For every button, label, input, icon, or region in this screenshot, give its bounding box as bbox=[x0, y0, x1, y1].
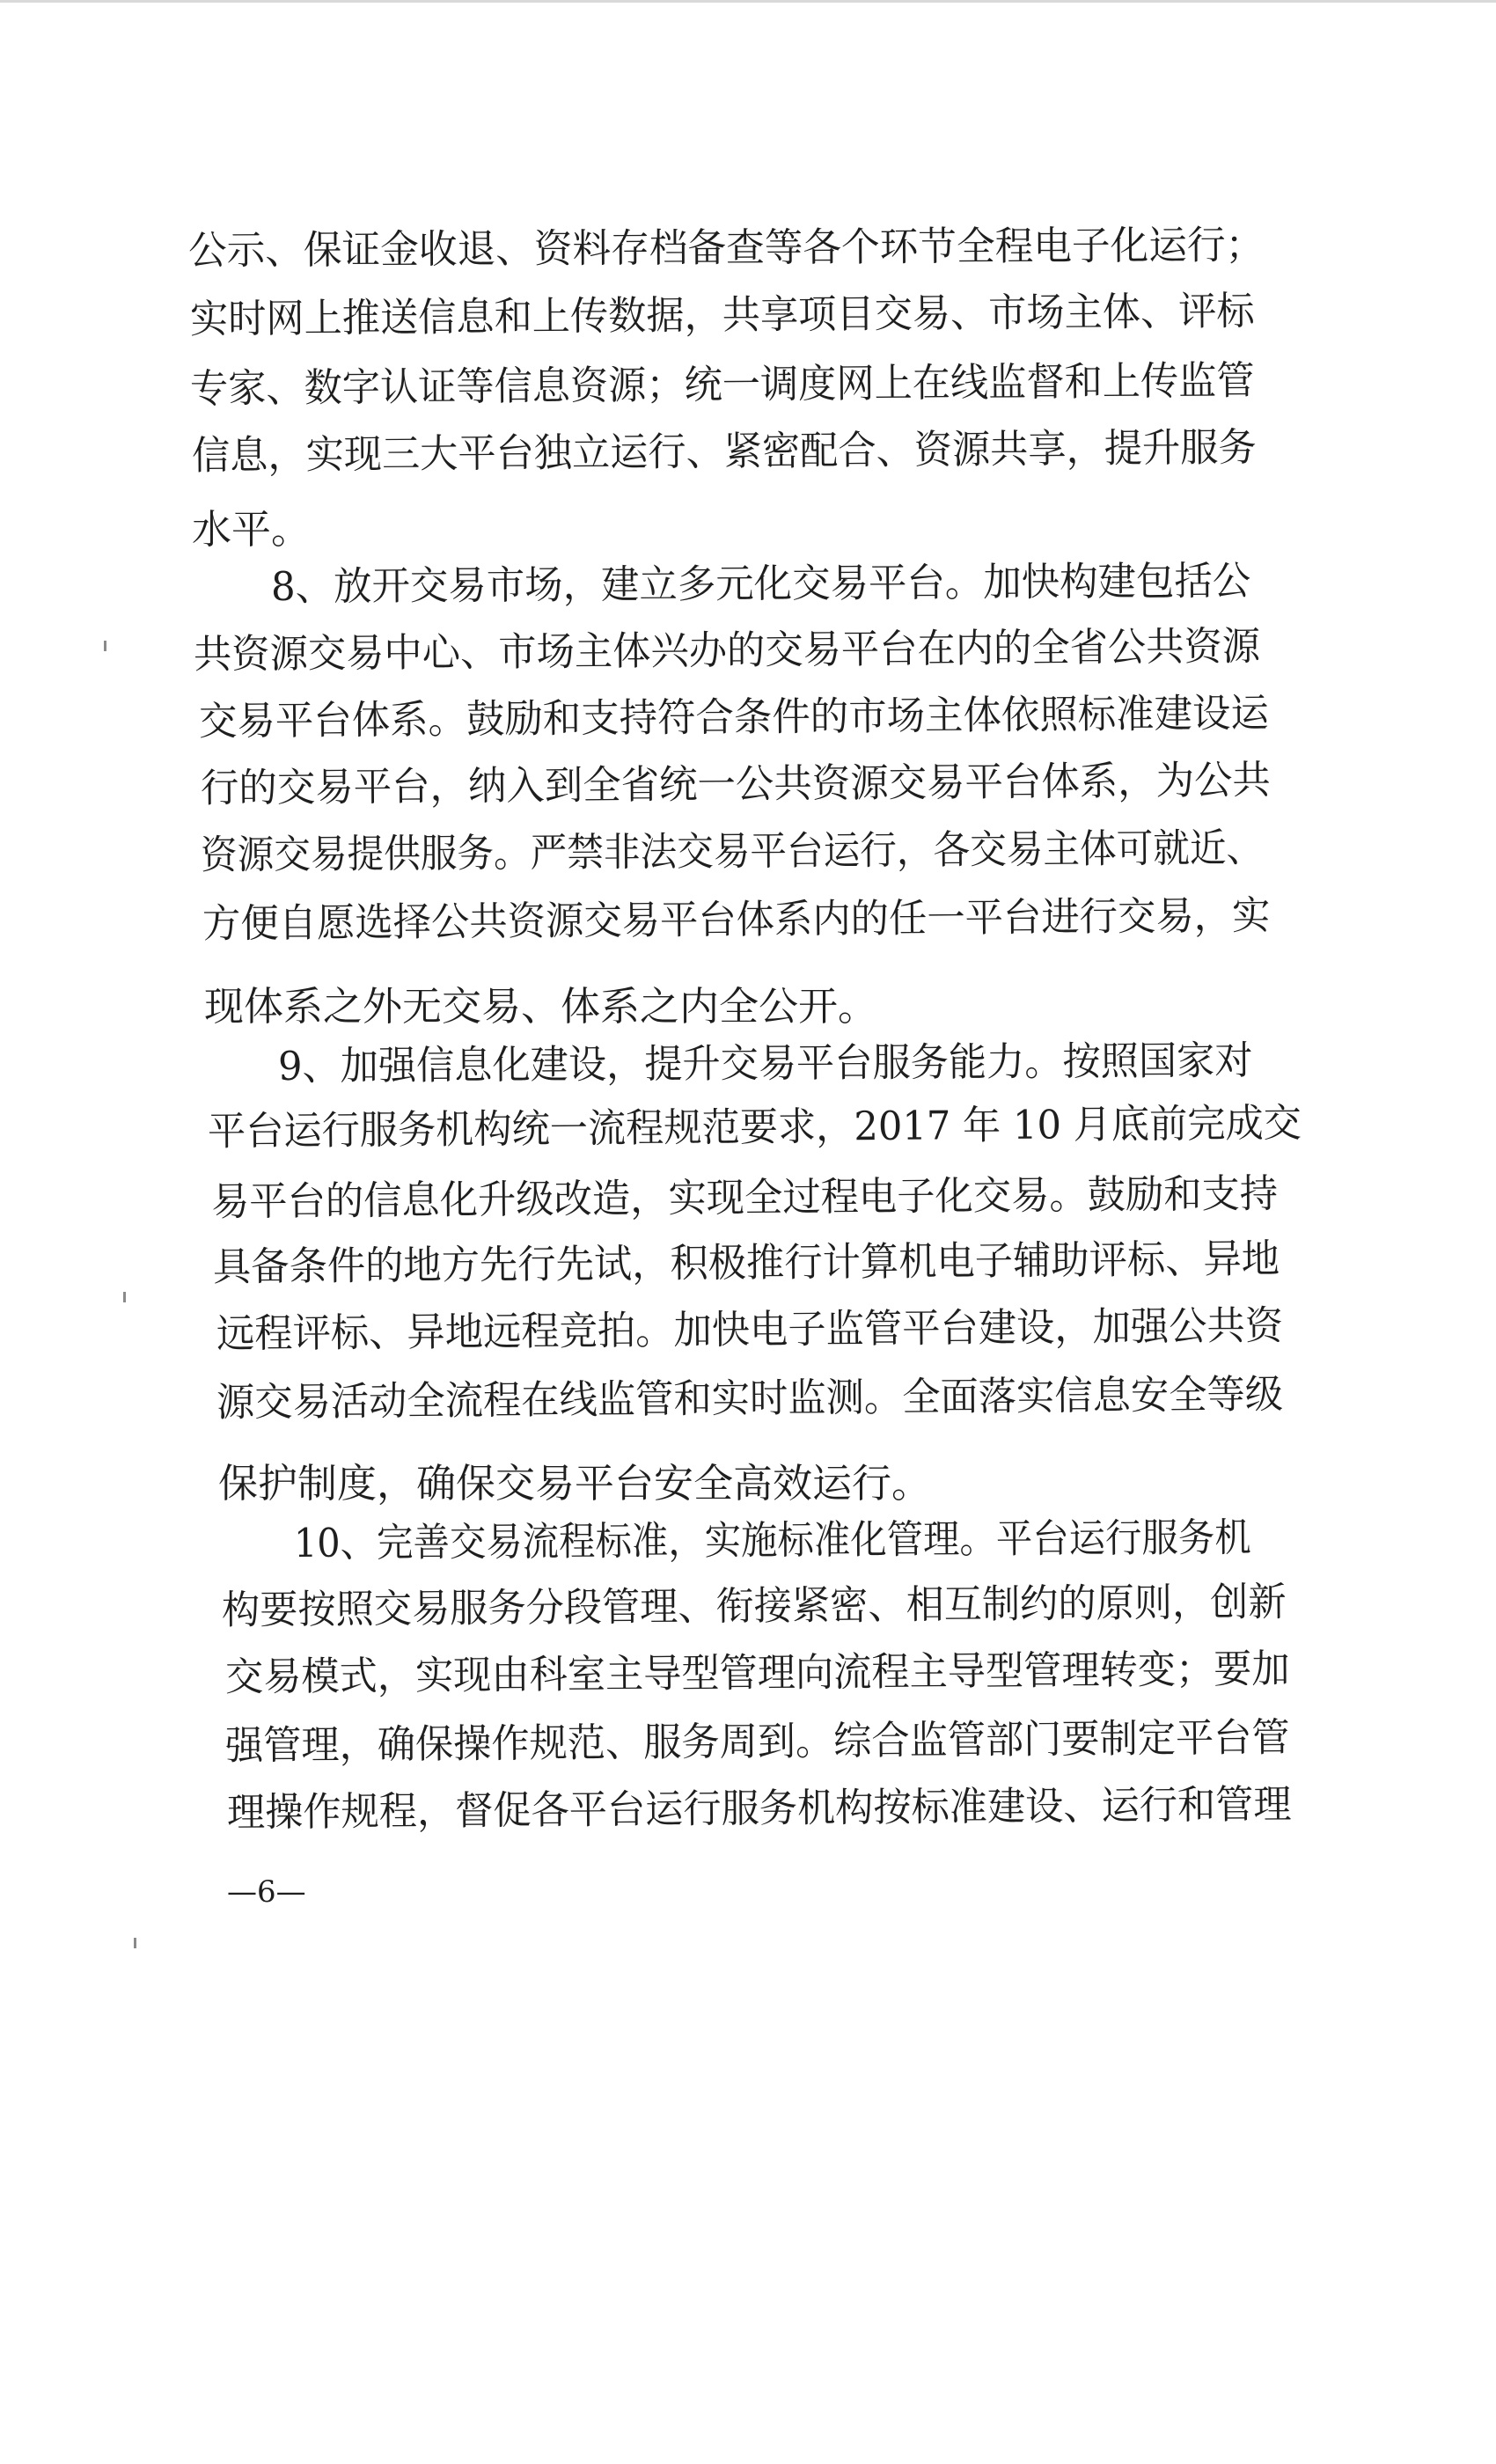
page-number: —6— bbox=[227, 1874, 306, 1910]
paragraph-10-first-line: 10、完善交易流程标准，实施标准化管理。平台运行服务机 bbox=[293, 1514, 1251, 1566]
scan-speck bbox=[123, 1292, 126, 1302]
text-line: 易平台的信息化升级改造，实现全过程电子化交易。鼓励和支持 bbox=[210, 1170, 1279, 1225]
text-line: 源交易活动全流程在线监管和实时监测。全面落实信息安全等级 bbox=[216, 1370, 1284, 1426]
text-line: 具备条件的地方先行先试，积极推行计算机电子辅助评标、异地 bbox=[212, 1235, 1280, 1290]
text-line: 交易平台体系。鼓励和支持符合条件的市场主体依照标准建设运 bbox=[198, 689, 1270, 744]
text-line: 专家、数字认证等信息资源；统一调度网上在线监督和上传监管 bbox=[189, 356, 1255, 412]
text-line: 行的交易平台，纳入到全省统一公共资源交易平台体系，为公共 bbox=[200, 756, 1272, 811]
text-line: 理操作规程，督促各平台运行服务机构按标准建设、运行和管理 bbox=[226, 1780, 1292, 1836]
text-line: 共资源交易中心、市场主体兴办的交易平台在内的全省公共资源 bbox=[193, 622, 1261, 678]
text-line: 平台运行服务机构统一流程规范要求，2017 年 10 月底前完成交 bbox=[207, 1099, 1302, 1155]
text-line: 方便自愿选择公共资源交易平台体系内的任一平台进行交易，实 bbox=[202, 891, 1271, 947]
text-line: 强管理，确保操作规范、服务周到。综合监管部门要制定平台管 bbox=[224, 1713, 1290, 1769]
text-line: 信息，实现三大平台独立运行、紧密配合、资源共享，提升服务 bbox=[191, 423, 1257, 479]
text-line: 资源交易提供服务。严禁非法交易平台运行，各交易主体可就近、 bbox=[200, 824, 1264, 878]
text-line: 实时网上推送信息和上传数据，共享项目交易、市场主体、评标 bbox=[189, 287, 1255, 342]
scan-speck bbox=[104, 641, 106, 651]
paragraph-8-first-line: 8、放开交易市场，建立多元化交易平台。加快构建包括公 bbox=[270, 557, 1251, 610]
text-line: 现体系之外无交易、体系之内全公开。 bbox=[204, 983, 878, 1030]
text-line: 交易模式，实现由科室主导型管理向流程主导型管理转变；要加 bbox=[224, 1645, 1290, 1700]
text-line: 公示、保证金收退、资料存档备查等各个环节全程电子化运行； bbox=[187, 221, 1265, 274]
text-line: 远程评标、异地远程竞拍。加快电子监管平台建设，加强公共资 bbox=[216, 1302, 1284, 1357]
text-line: 水平。 bbox=[192, 506, 312, 553]
paragraph-9-first-line: 9、加强信息化建设，提升交易平台服务能力。按照国家对 bbox=[277, 1037, 1253, 1089]
scan-speck bbox=[134, 1938, 136, 1948]
text-line: 保护制度，确保交易平台安全高效运行。 bbox=[218, 1460, 932, 1507]
text-line: 构要按照交易服务分段管理、衔接紧密、相互制约的原则，创新 bbox=[221, 1578, 1287, 1633]
